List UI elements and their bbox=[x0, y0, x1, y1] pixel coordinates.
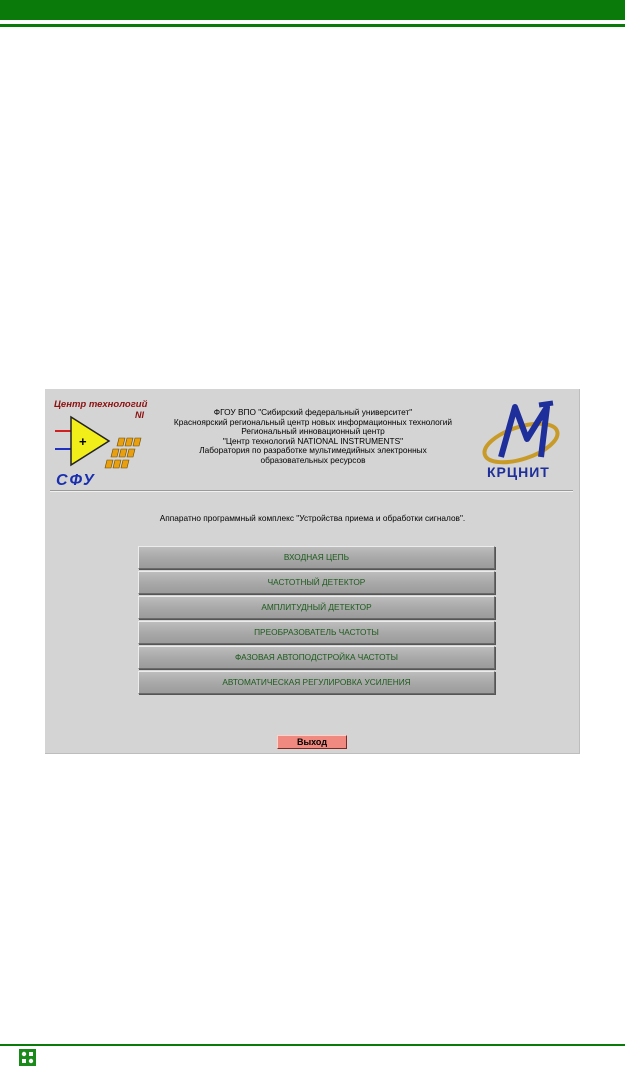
header-rule bbox=[0, 24, 625, 27]
svg-text:СФУ: СФУ bbox=[56, 472, 96, 487]
frequency-detector-button[interactable]: ЧАСТОТНЫЙ ДЕТЕКТОР bbox=[138, 571, 495, 594]
svg-text:+: + bbox=[79, 434, 87, 449]
header-line: Региональный инновационный центр bbox=[241, 426, 385, 437]
svg-text:Центр технологий: Центр технологий bbox=[54, 399, 148, 410]
organization-header bbox=[155, 408, 471, 466]
footer-rule bbox=[0, 1044, 625, 1046]
page-header-bar bbox=[0, 0, 625, 20]
amplitude-detector-button[interactable]: АМПЛИТУДНЫЙ ДЕТЕКТОР bbox=[138, 596, 495, 619]
phase-locked-loop-button[interactable]: ФАЗОВАЯ АВТОПОДСТРОЙКА ЧАСТОТЫ bbox=[138, 646, 495, 669]
header-divider bbox=[50, 490, 573, 492]
app-window bbox=[45, 389, 580, 754]
header-line: ФГОУ ВПО "Сибирский федеральный университет" bbox=[213, 407, 413, 417]
complex-title: Аппаратно программный комплекс "Устройства приема и обработки сигналов". bbox=[159, 513, 466, 523]
ni-center-sfu-logo bbox=[51, 397, 151, 487]
footer-logo-icon bbox=[19, 1049, 36, 1066]
exit-button[interactable]: Выход bbox=[277, 735, 347, 749]
automatic-gain-control-button[interactable]: АВТОМАТИЧЕСКАЯ РЕГУЛИРОВКА УСИЛЕНИЯ bbox=[138, 671, 495, 694]
krcnit-logo bbox=[475, 399, 575, 481]
header-line: "Центр технологий NATIONAL INSTRUMENTS" bbox=[222, 435, 404, 446]
frequency-converter-button[interactable]: ПРЕОБРАЗОВАТЕЛЬ ЧАСТОТЫ bbox=[138, 621, 495, 644]
svg-text:КРЦНИТ: КРЦНИТ bbox=[487, 464, 550, 480]
header-line: Лаборатория по разработке мультимедийных электронных bbox=[199, 445, 427, 456]
header-line: Красноярский региональный центр новых информационных технологий bbox=[173, 416, 453, 427]
header-line: образовательных ресурсов bbox=[260, 454, 366, 465]
lab-menu bbox=[138, 546, 495, 696]
svg-text:NI: NI bbox=[135, 410, 144, 420]
input-circuit-button[interactable]: ВХОДНАЯ ЦЕПЬ bbox=[138, 546, 495, 569]
